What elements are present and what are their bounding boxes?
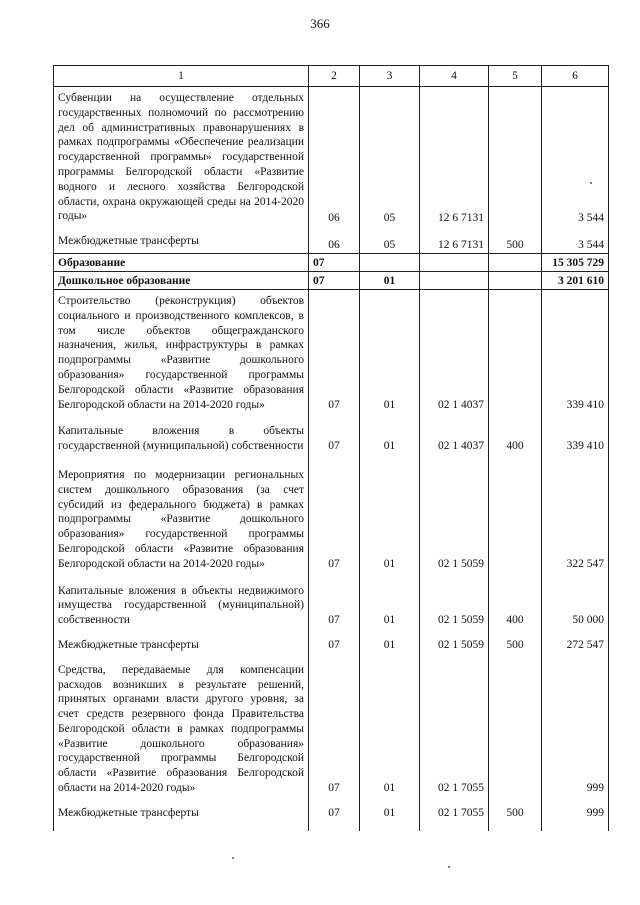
- amount: 999: [542, 796, 609, 831]
- table-row: [54, 454, 609, 572]
- subsection-code: 01: [360, 796, 420, 831]
- section-code: 06: [309, 87, 360, 227]
- subsection-code: 01: [360, 653, 420, 796]
- section-code: 07: [309, 796, 360, 831]
- row-description: Капитальные вложения в объекты государственной (муниципальной) собственности: [54, 412, 309, 454]
- expense-type-code: 500: [489, 628, 542, 653]
- expense-type-code: [489, 653, 542, 796]
- subsection-code: 01: [360, 412, 420, 454]
- section-code: 07: [309, 653, 360, 796]
- section-row: [54, 253, 609, 271]
- expense-type-code: [489, 271, 542, 289]
- target-code: [420, 271, 489, 289]
- expense-type-code: 400: [489, 412, 542, 454]
- target-code: 02 1 7055: [420, 653, 489, 796]
- row-description: Субвенции на осуществление отдельных государственных полномочий по рассмотрению дел об административных правонарушениях в рамках подпрограммы «Обеспечение реализации государственной программы» государственной программы Белгородской области «Развитие водного и лесного хозяйства Белгородской области, охрана окружающей среды на 2014-2020 годы»: [54, 87, 309, 227]
- table-row: [54, 412, 609, 454]
- header-cell: 1: [54, 66, 309, 87]
- target-code: 02 1 5059: [420, 628, 489, 653]
- target-code: [420, 253, 489, 271]
- amount: 322 547: [542, 454, 609, 572]
- subsection-code: 05: [360, 87, 420, 227]
- target-code: 12 6 7131: [420, 226, 489, 253]
- target-code: 02 1 4037: [420, 412, 489, 454]
- row-description: Межбюджетные трансферты: [54, 628, 309, 653]
- target-code: 12 6 7131: [420, 87, 489, 227]
- amount: 999: [542, 653, 609, 796]
- amount: 272 547: [542, 628, 609, 653]
- amount: 15 305 729: [542, 253, 609, 271]
- table-row: [54, 628, 609, 653]
- header-cell: 3: [360, 66, 420, 87]
- row-description: Образование: [54, 253, 309, 271]
- table-row: [54, 572, 609, 628]
- target-code: 02 1 5059: [420, 572, 489, 628]
- expense-type-code: 500: [489, 226, 542, 253]
- amount: 50 000: [542, 572, 609, 628]
- page-number: 366: [310, 16, 330, 31]
- subsection-code: 01: [360, 454, 420, 572]
- expense-type-code: [489, 289, 542, 412]
- subsection-code: 01: [360, 628, 420, 653]
- amount: 3 544: [542, 226, 609, 253]
- amount: 339 410: [542, 412, 609, 454]
- section-code: 07: [309, 454, 360, 572]
- header-cell: 2: [309, 66, 360, 87]
- row-description: Дошкольное образование: [54, 271, 309, 289]
- header-cell: 6: [542, 66, 609, 87]
- subsection-code: 01: [360, 271, 420, 289]
- row-description: Межбюджетные трансферты: [54, 796, 309, 831]
- section-code: 07: [309, 271, 360, 289]
- section-code: 07: [309, 572, 360, 628]
- target-code: 02 1 7055: [420, 796, 489, 831]
- subsection-code: 05: [360, 226, 420, 253]
- table-row: [54, 289, 609, 412]
- section-code: 06: [309, 226, 360, 253]
- row-description: Мероприятия по модернизации региональных систем дошкольного образования (за счет субсидий из федерального бюджета) в рамках подпрограммы «Развитие дошкольного образования» государственной программы Белгородской области «Развитие образования Белгородской области на 2014-2020 годы»: [54, 454, 309, 572]
- amount: 3 544: [542, 87, 609, 227]
- subsection-code: 01: [360, 289, 420, 412]
- row-description: Средства, передаваемые для компенсации расходов возникших в результате решений, принятых органами власти другого уровня, за счет средств резервного фонда Правительства Белгородской области в рамках подпрограммы «Развитие дошкольного образования» государственной программы Белгородской области «Развитие образования Белгородской области на 2014-2020 годы»: [54, 653, 309, 796]
- table-row: [54, 87, 609, 227]
- amount: 339 410: [542, 289, 609, 412]
- section-code: 07: [309, 628, 360, 653]
- amount: 3 201 610: [542, 271, 609, 289]
- subsection-code: 01: [360, 572, 420, 628]
- row-description: Строительство (реконструкция) объектов социального и производственного комплексов, в том числе объектов общегражданского назначения, жилья, инфраструктуры в рамках подпрограммы «Развитие дошкольного образования» государственной программы Белгородской области «Развитие образования Белгородской области на 2014-2020 годы»: [54, 289, 309, 412]
- expense-type-code: [489, 253, 542, 271]
- budget-table: [53, 65, 609, 831]
- row-description: Межбюджетные трансферты: [54, 226, 309, 253]
- subsection-code: [360, 253, 420, 271]
- target-code: 02 1 4037: [420, 289, 489, 412]
- section-code: 07: [309, 412, 360, 454]
- table-row: [54, 226, 609, 253]
- header-cell: 4: [420, 66, 489, 87]
- section-code: 07: [309, 289, 360, 412]
- section-row: [54, 271, 609, 289]
- expense-type-code: 400: [489, 572, 542, 628]
- scan-speck: [232, 857, 234, 859]
- header-row: [54, 66, 609, 87]
- table-row: [54, 796, 609, 831]
- scan-speck: [448, 866, 450, 868]
- table-row: [54, 653, 609, 796]
- section-code: 07: [309, 253, 360, 271]
- target-code: 02 1 5059: [420, 454, 489, 572]
- expense-type-code: [489, 454, 542, 572]
- scan-speck: [590, 182, 592, 184]
- header-cell: 5: [489, 66, 542, 87]
- expense-type-code: 500: [489, 796, 542, 831]
- row-description: Капитальные вложения в объекты недвижимого имущества государственной (муниципальной) собственности: [54, 572, 309, 628]
- expense-type-code: [489, 87, 542, 227]
